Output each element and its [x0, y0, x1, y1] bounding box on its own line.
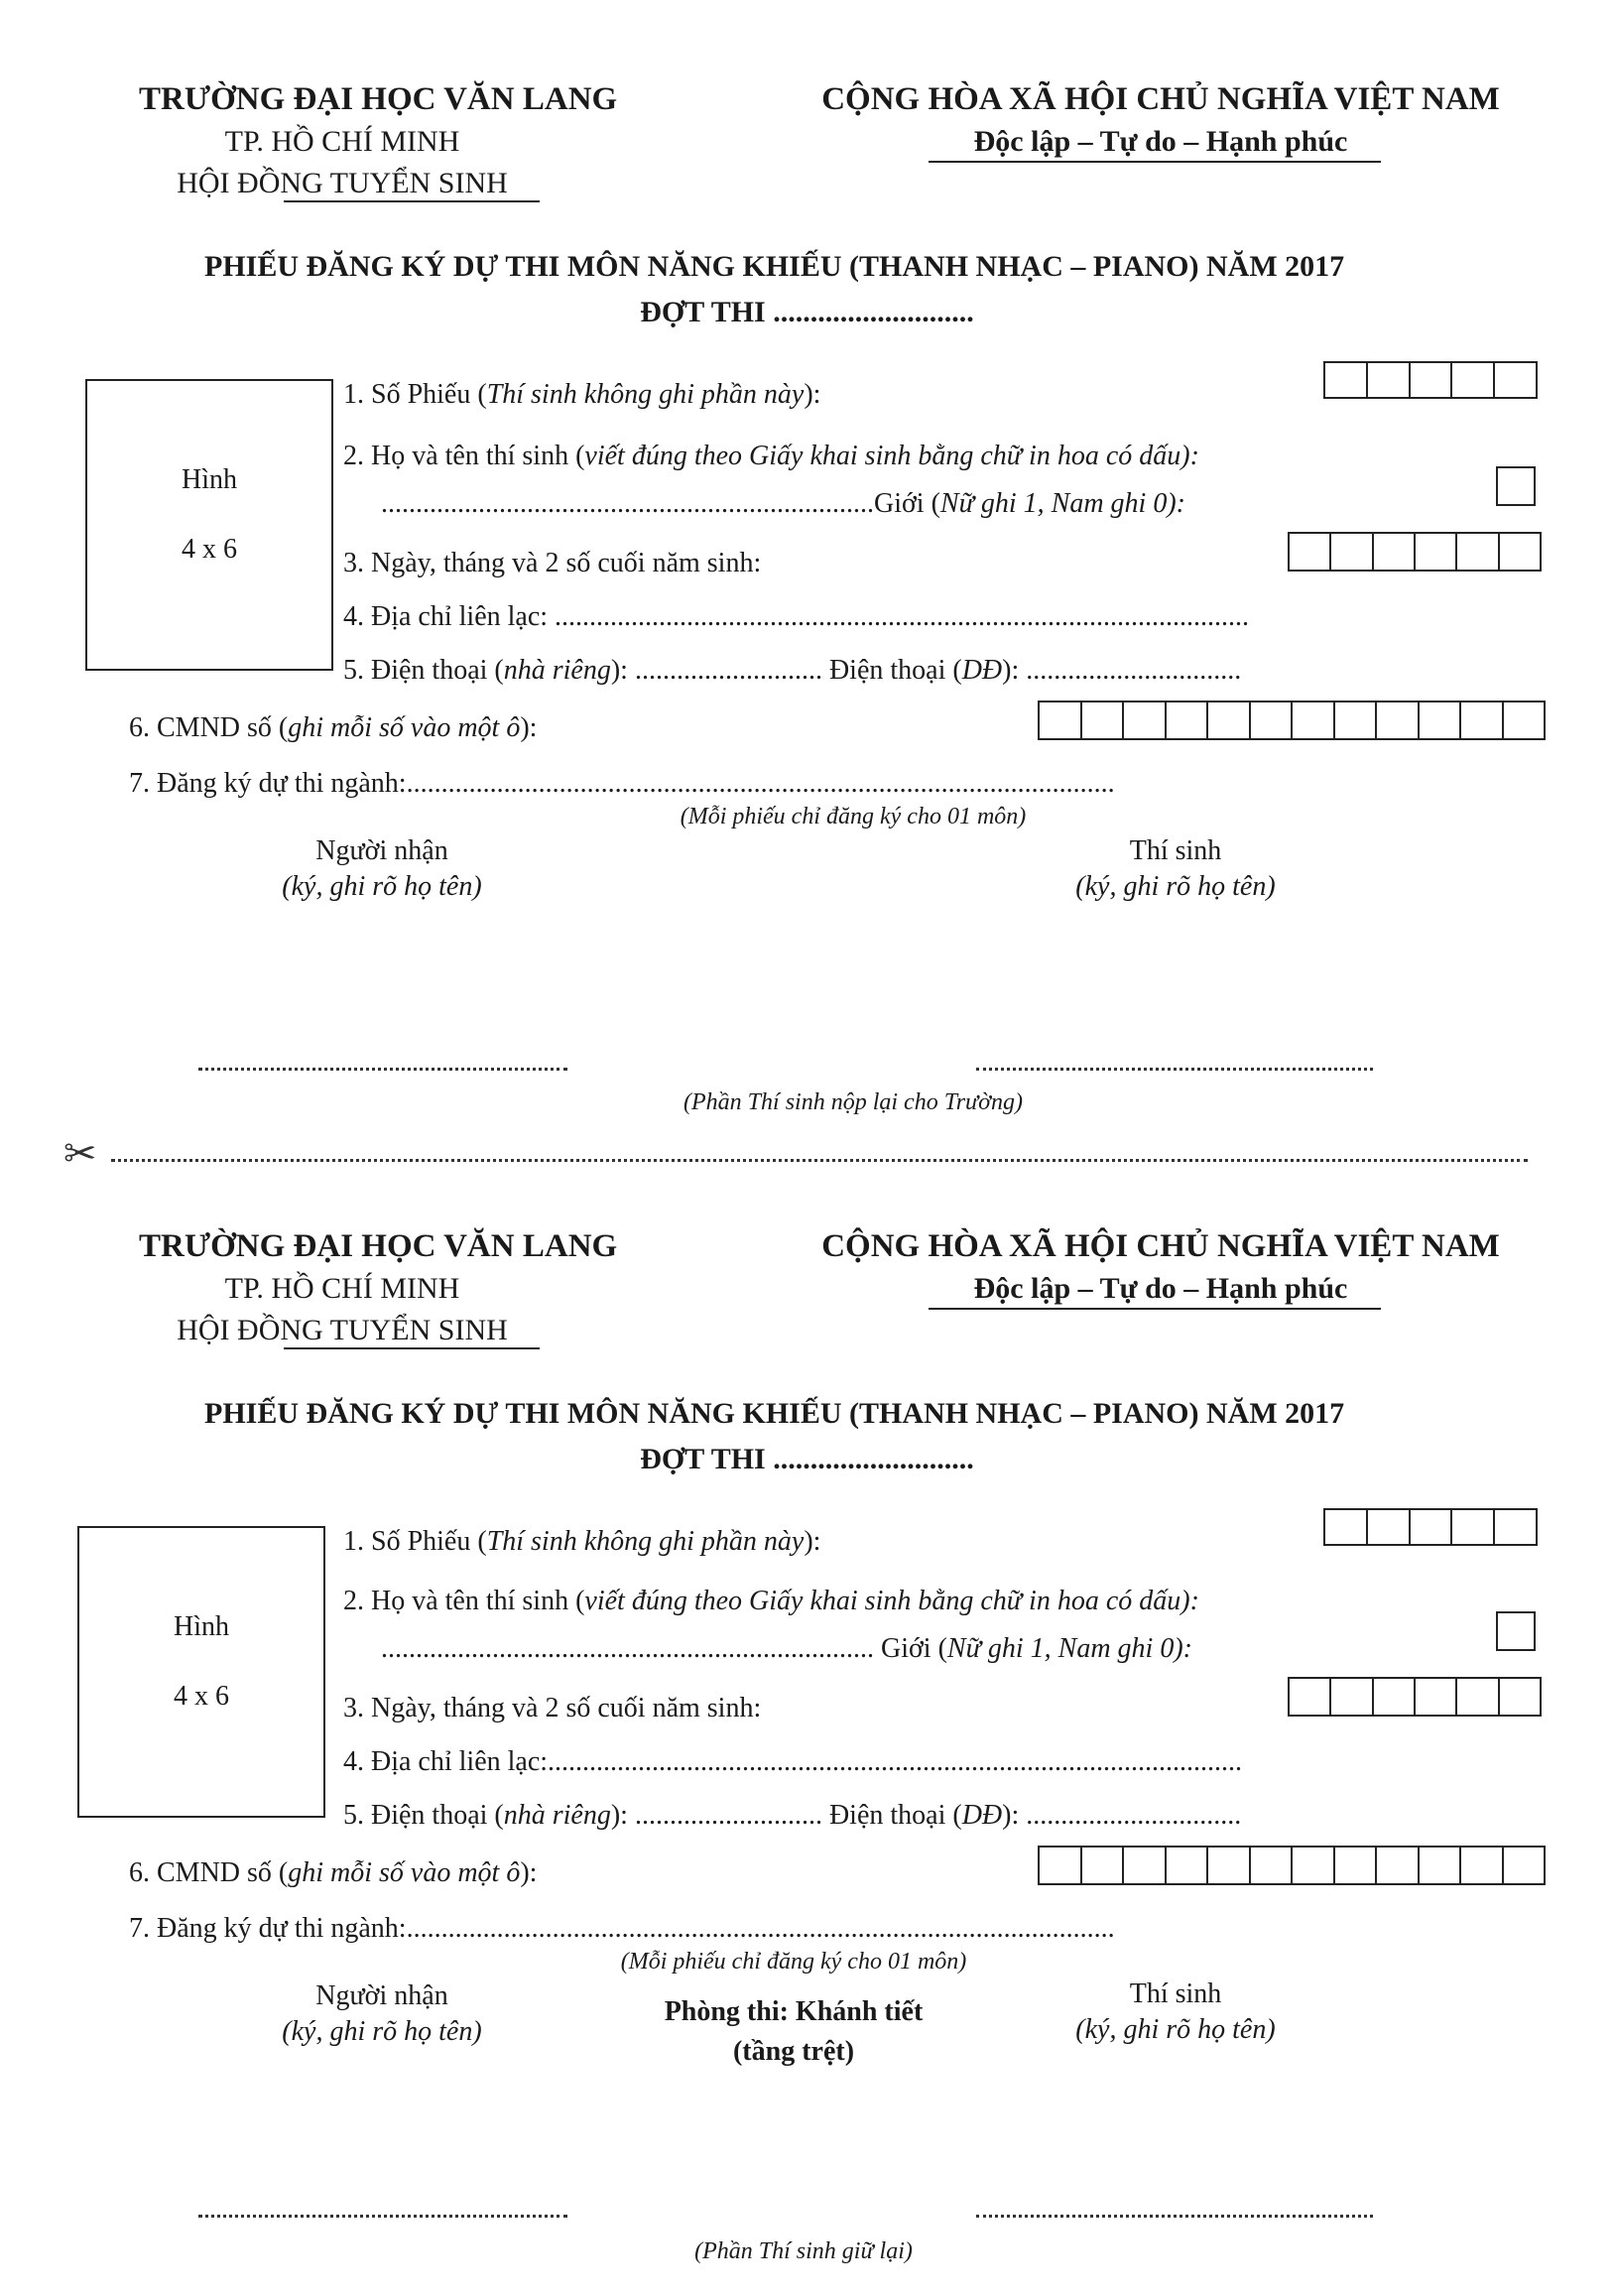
country-name: CỘNG HÒA XÃ HỘI CHỦ NGHĨA VIỆT NAM [821, 81, 1500, 117]
admission-council: HỘI ĐỒNG TUYỂN SINH [177, 1314, 508, 1346]
receiver-signature-line[interactable] [198, 2215, 567, 2218]
candidate-sign-note: (ký, ghi rõ họ tên) [1075, 871, 1276, 902]
submit-footer-note: (Phần Thí sinh nộp lại cho Trường) [683, 1089, 1023, 1115]
id-number-boxes[interactable] [1038, 701, 1546, 740]
gender-box[interactable] [1496, 1611, 1536, 1651]
receiver-label: Người nhận [315, 835, 448, 866]
form-title: PHIẾU ĐĂNG KÝ DỰ THI MÔN NĂNG KHIẾU (THANH NHẠC – PIANO) NĂM 2017 [204, 1397, 1345, 1430]
receiver-label: Người nhận [315, 1980, 448, 2011]
field-date-of-birth: 3. Ngày, tháng và 2 số cuối năm sinh: [343, 1693, 762, 1723]
field-phone[interactable]: 5. Điện thoại (nhà riêng): ........................... Điện thoại (DĐ): ............................... [343, 655, 1242, 686]
photo-box [77, 1526, 325, 1818]
exam-room: Phòng thi: Khánh tiết [664, 1996, 924, 2027]
gender-box[interactable] [1496, 466, 1536, 506]
school-city: TP. HỒ CHÍ MINH [224, 1272, 460, 1305]
candidate-signature-line[interactable] [976, 2215, 1373, 2218]
country-name: CỘNG HÒA XÃ HỘI CHỦ NGHĨA VIỆT NAM [821, 1228, 1500, 1264]
school-city: TP. HỒ CHÍ MINH [224, 125, 460, 158]
field-full-name: 2. Họ và tên thí sinh (viết đúng theo Giấy khai sinh bằng chữ in hoa có dấu): [343, 1586, 1199, 1616]
national-motto: Độc lập – Tự do – Hạnh phúc [973, 1272, 1348, 1305]
receiver-sign-note: (ký, ghi rõ họ tên) [282, 2016, 482, 2047]
photo-box [85, 379, 333, 671]
field-form-number: 1. Số Phiếu (Thí sinh không ghi phần này): [343, 379, 821, 410]
exam-round: ĐỢT THI ........................... [640, 1443, 974, 1475]
exam-room-floor: (tầng trệt) [732, 2036, 855, 2067]
photo-size: 4 x 6 [182, 534, 237, 565]
candidate-sign-note: (ký, ghi rõ họ tên) [1075, 2014, 1276, 2045]
candidate-label: Thí sinh [1129, 1978, 1222, 2009]
national-motto: Độc lập – Tự do – Hạnh phúc [973, 125, 1348, 158]
school-name: TRƯỜNG ĐẠI HỌC VĂN LANG [139, 1228, 618, 1264]
candidate-signature-line[interactable] [976, 1068, 1373, 1071]
school-name: TRƯỜNG ĐẠI HỌC VĂN LANG [139, 81, 618, 117]
form-number-boxes[interactable] [1323, 1508, 1538, 1546]
motto-underline [929, 1308, 1381, 1310]
field-phone[interactable]: 5. Điện thoại (nhà riêng): ........................... Điện thoại (DĐ): ............................... [343, 1800, 1242, 1831]
form-title: PHIẾU ĐĂNG KÝ DỰ THI MÔN NĂNG KHIẾU (THANH NHẠC – PIANO) NĂM 2017 [204, 250, 1345, 283]
field-id-number: 6. CMND số (ghi mỗi số vào một ô): [129, 712, 538, 743]
motto-underline [929, 161, 1381, 163]
receiver-sign-note: (ký, ghi rõ họ tên) [282, 871, 482, 902]
exam-round: ĐỢT THI ........................... [640, 296, 974, 328]
field-gender[interactable]: ....................................................................... Giới (Nữ ghi 1, Nam ghi 0): [381, 1633, 1192, 1664]
field-address[interactable]: 4. Địa chỉ liên lạc:.................................................................................................... [343, 1746, 1243, 1777]
major-note: (Mỗi phiếu chỉ đăng ký cho 01 môn) [680, 804, 1027, 829]
form-number-boxes[interactable] [1323, 361, 1538, 399]
council-underline [284, 1347, 540, 1349]
field-date-of-birth: 3. Ngày, tháng và 2 số cuối năm sinh: [343, 548, 762, 578]
candidate-label: Thí sinh [1129, 835, 1222, 866]
receiver-signature-line[interactable] [198, 1068, 567, 1071]
council-underline [284, 200, 540, 202]
field-form-number: 1. Số Phiếu (Thí sinh không ghi phần này): [343, 1526, 821, 1557]
field-major[interactable]: 7. Đăng ký dự thi ngành:...................................................................................................... [129, 1913, 1115, 1944]
field-address[interactable]: 4. Địa chỉ liên lạc: .................................................................................................... [343, 601, 1250, 632]
admission-council: HỘI ĐỒNG TUYỂN SINH [177, 167, 508, 199]
field-major[interactable]: 7. Đăng ký dự thi ngành:...................................................................................................... [129, 768, 1115, 799]
major-note: (Mỗi phiếu chỉ đăng ký cho 01 môn) [620, 1949, 967, 1975]
cut-line [111, 1159, 1528, 1162]
field-gender[interactable]: .......................................................................Giới (Nữ ghi 1, Nam ghi 0): [381, 488, 1185, 519]
field-full-name: 2. Họ và tên thí sinh (viết đúng theo Giấy khai sinh bằng chữ in hoa có dấu): [343, 441, 1199, 471]
photo-label: Hình [182, 464, 237, 495]
dob-boxes[interactable] [1288, 1677, 1542, 1717]
photo-size: 4 x 6 [174, 1681, 229, 1712]
scissors-icon: ✂ [63, 1131, 97, 1177]
photo-label: Hình [174, 1611, 229, 1642]
id-number-boxes[interactable] [1038, 1846, 1546, 1885]
keep-footer-note: (Phần Thí sinh giữ lại) [694, 2238, 913, 2264]
dob-boxes[interactable] [1288, 532, 1542, 572]
field-id-number: 6. CMND số (ghi mỗi số vào một ô): [129, 1857, 538, 1888]
